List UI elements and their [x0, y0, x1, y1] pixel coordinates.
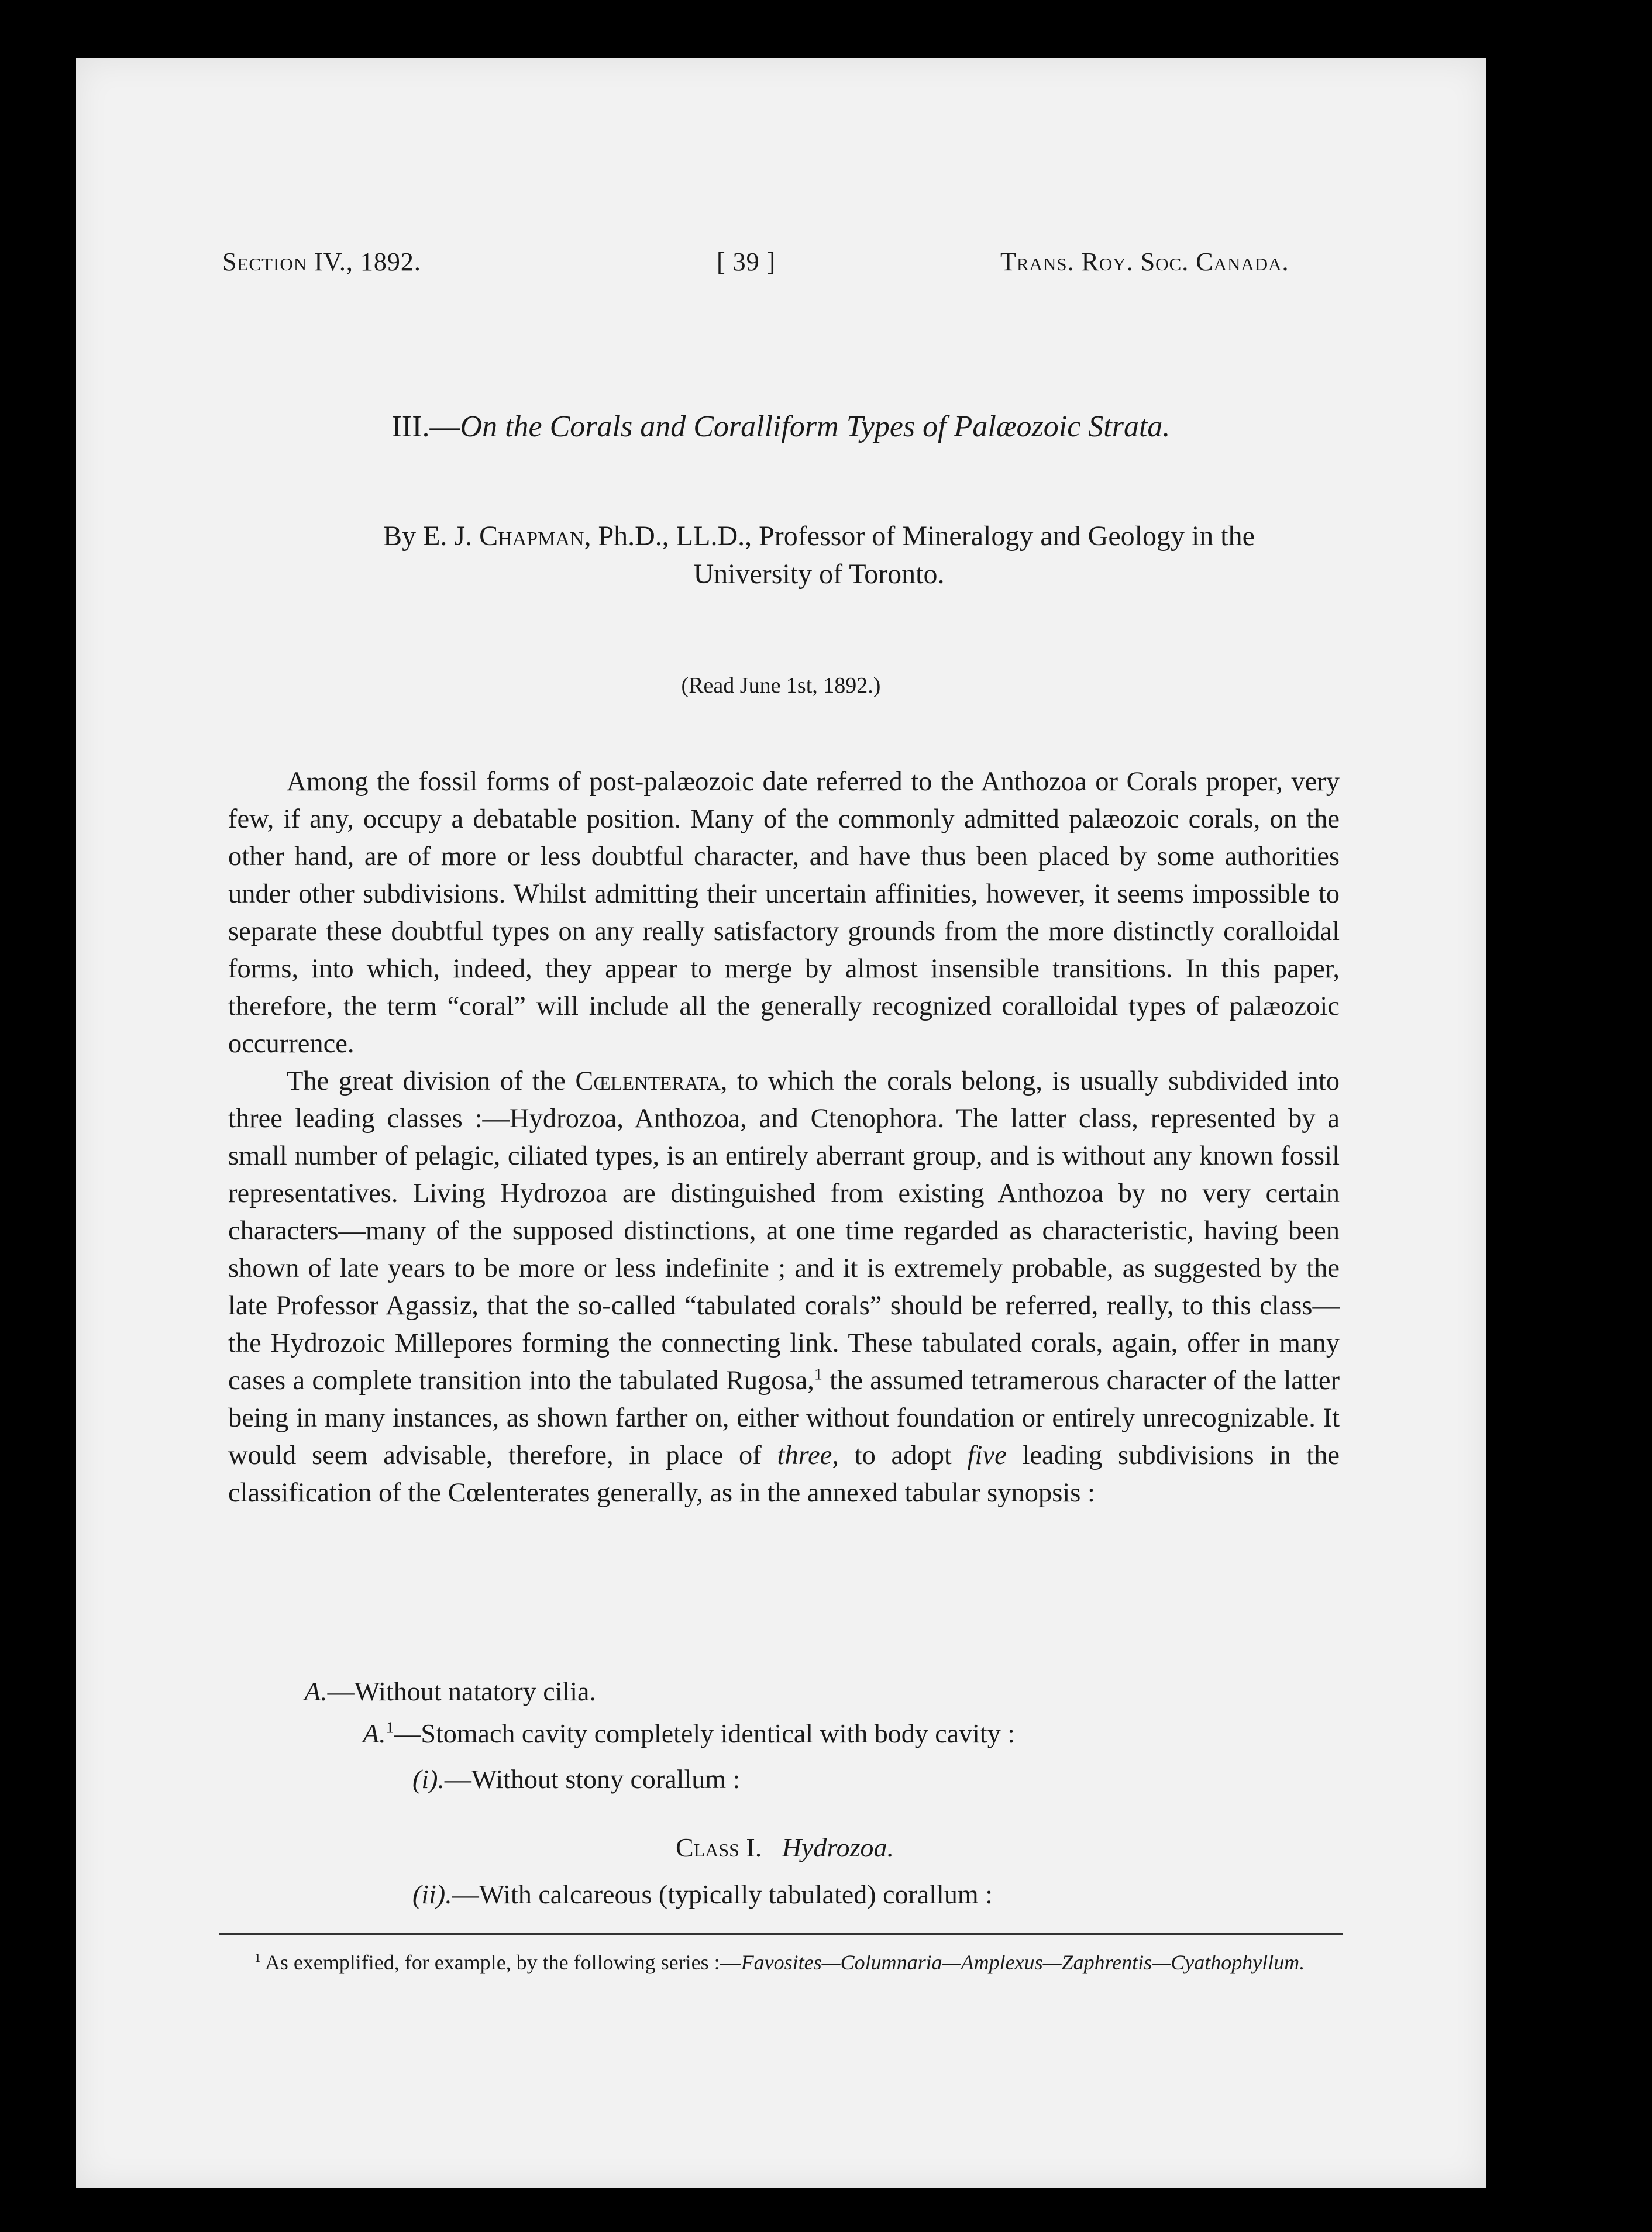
paragraph-1: Among the fossil forms of post-palæozoic date referred to the Anthozoa or Corals proper, very few, if any, occupy a debatable position. Many of the commonly admitted palæozoic corals, on the other hand, are of more or less doubtful character, and have thus been placed by some authorities under other subdivisions. Whilst admitting their uncertain affinities, however, it seems impossible to separate these doubtful types on any really satisfactory grounds from the more distinctly coralloidal forms, into which, indeed, they appear to merge by almost insensible transitions. In this paper, therefore, the term “coral” will include all the generally recognized coralloidal types of palæozoic occurrence. [228, 767, 1340, 1059]
outline-a1-text: —Stomach cavity completely identical with body cavity : [394, 1718, 1015, 1748]
section-label: Section IV., 1892. [222, 247, 421, 276]
article-title [76, 409, 1486, 444]
class-heading [676, 1832, 894, 1863]
byline-by: By [383, 521, 424, 552]
coelenterata-term: Cœlenterata [575, 1066, 721, 1096]
title-text: On the Corals and Coralliform Types of Palæozoic Strata. [460, 410, 1171, 443]
outline-a1-sup: 1 [386, 1718, 394, 1737]
journal-name: Trans. Roy. Soc. Canada. [1000, 247, 1289, 276]
footnote-paragraph [231, 1945, 1354, 1980]
outline-i-label: (i). [412, 1764, 445, 1794]
paragraph-2-part-5: leading subdivisions in the classification of the Cœlenterates generally, as in the annexed tabular synopsis : [228, 1441, 1340, 1508]
footnote-text: As exemplified, for example, by the following series :— [260, 1951, 741, 1974]
emphasis-three: three [777, 1441, 832, 1470]
paragraph-2-part-3: the assumed tetramerous character of the latter being in many instances, as shown farther on, either without foundation or entirely unrecognizable. It would seem advisable, therefore, in place of [228, 1366, 1340, 1470]
outline-item-a1 [363, 1718, 1015, 1749]
outline-ii-text: —With calcareous (typically tabulated) corallum : [452, 1879, 993, 1909]
document-page [76, 58, 1486, 2188]
emphasis-five: five [967, 1441, 1007, 1470]
running-header [76, 247, 1486, 294]
class-label: Class I. [676, 1833, 762, 1862]
read-date: (Read June 1st, 1892.) [681, 673, 881, 698]
paragraph-2-part-4: , to adopt [832, 1441, 968, 1470]
page-number: [ 39 ] [717, 247, 776, 276]
paragraph-2-part-2: , to which the corals belong, is usually subdivided into three leading classes :—Hydrozoa, Anthozoa, and Ctenophora. The latter class, represented by a small number of pelagic, ciliated types, is an entirely aberrant group, and is without any known fossil representatives. Living Hydrozoa are distinguished from existing Anthozoa by no very certain characters—many of the supposed distinctions, at one time regarded as characteristic, having been shown of late years to be more or less indefinite ; and it is extremely probable, as suggested by the late Professor Agassiz, that the so-called “tabulated corals” should be referred, really, to this class—the Hydrozoic Millepores forming the connecting link. These tabulated corals, again, offer in many cases a complete transition into the tabulated Rugosa, [228, 1066, 1340, 1396]
footnote [231, 1945, 1354, 1980]
title-numeral: III.— [391, 410, 460, 443]
footnote-mark: 1 [254, 1951, 261, 1965]
outline-ii-label: (ii). [412, 1879, 452, 1909]
class-name: Hydrozoa. [782, 1833, 894, 1862]
outline-i-text: —Without stony corallum : [444, 1764, 741, 1794]
footnote-reference: 1 [814, 1365, 822, 1384]
byline-credentials: , Ph.D., LL.D., Professor of Mineralogy and Geology in the [584, 521, 1255, 552]
outline-a-text: —Without natatory cilia. [327, 1676, 596, 1706]
author-name: E. J. Chapman [423, 521, 584, 552]
outline-item-a [304, 1676, 596, 1707]
body-text [228, 763, 1340, 1512]
outline-a-label: A. [304, 1676, 328, 1706]
footnote-series: Favosites—Columnaria—Amplexus—Zaphrentis—Cyathophyllum. [741, 1951, 1305, 1974]
outline-item-i [412, 1763, 740, 1794]
outline-a1-label: A. [363, 1718, 386, 1748]
paragraph-2 [228, 1063, 1340, 1512]
paragraph-2-part-1: The great division of the [287, 1066, 576, 1096]
outline-item-ii [412, 1879, 993, 1910]
byline [263, 518, 1375, 594]
footnote-rule [219, 1933, 1343, 1935]
byline-institution: University of Toronto. [693, 558, 945, 590]
